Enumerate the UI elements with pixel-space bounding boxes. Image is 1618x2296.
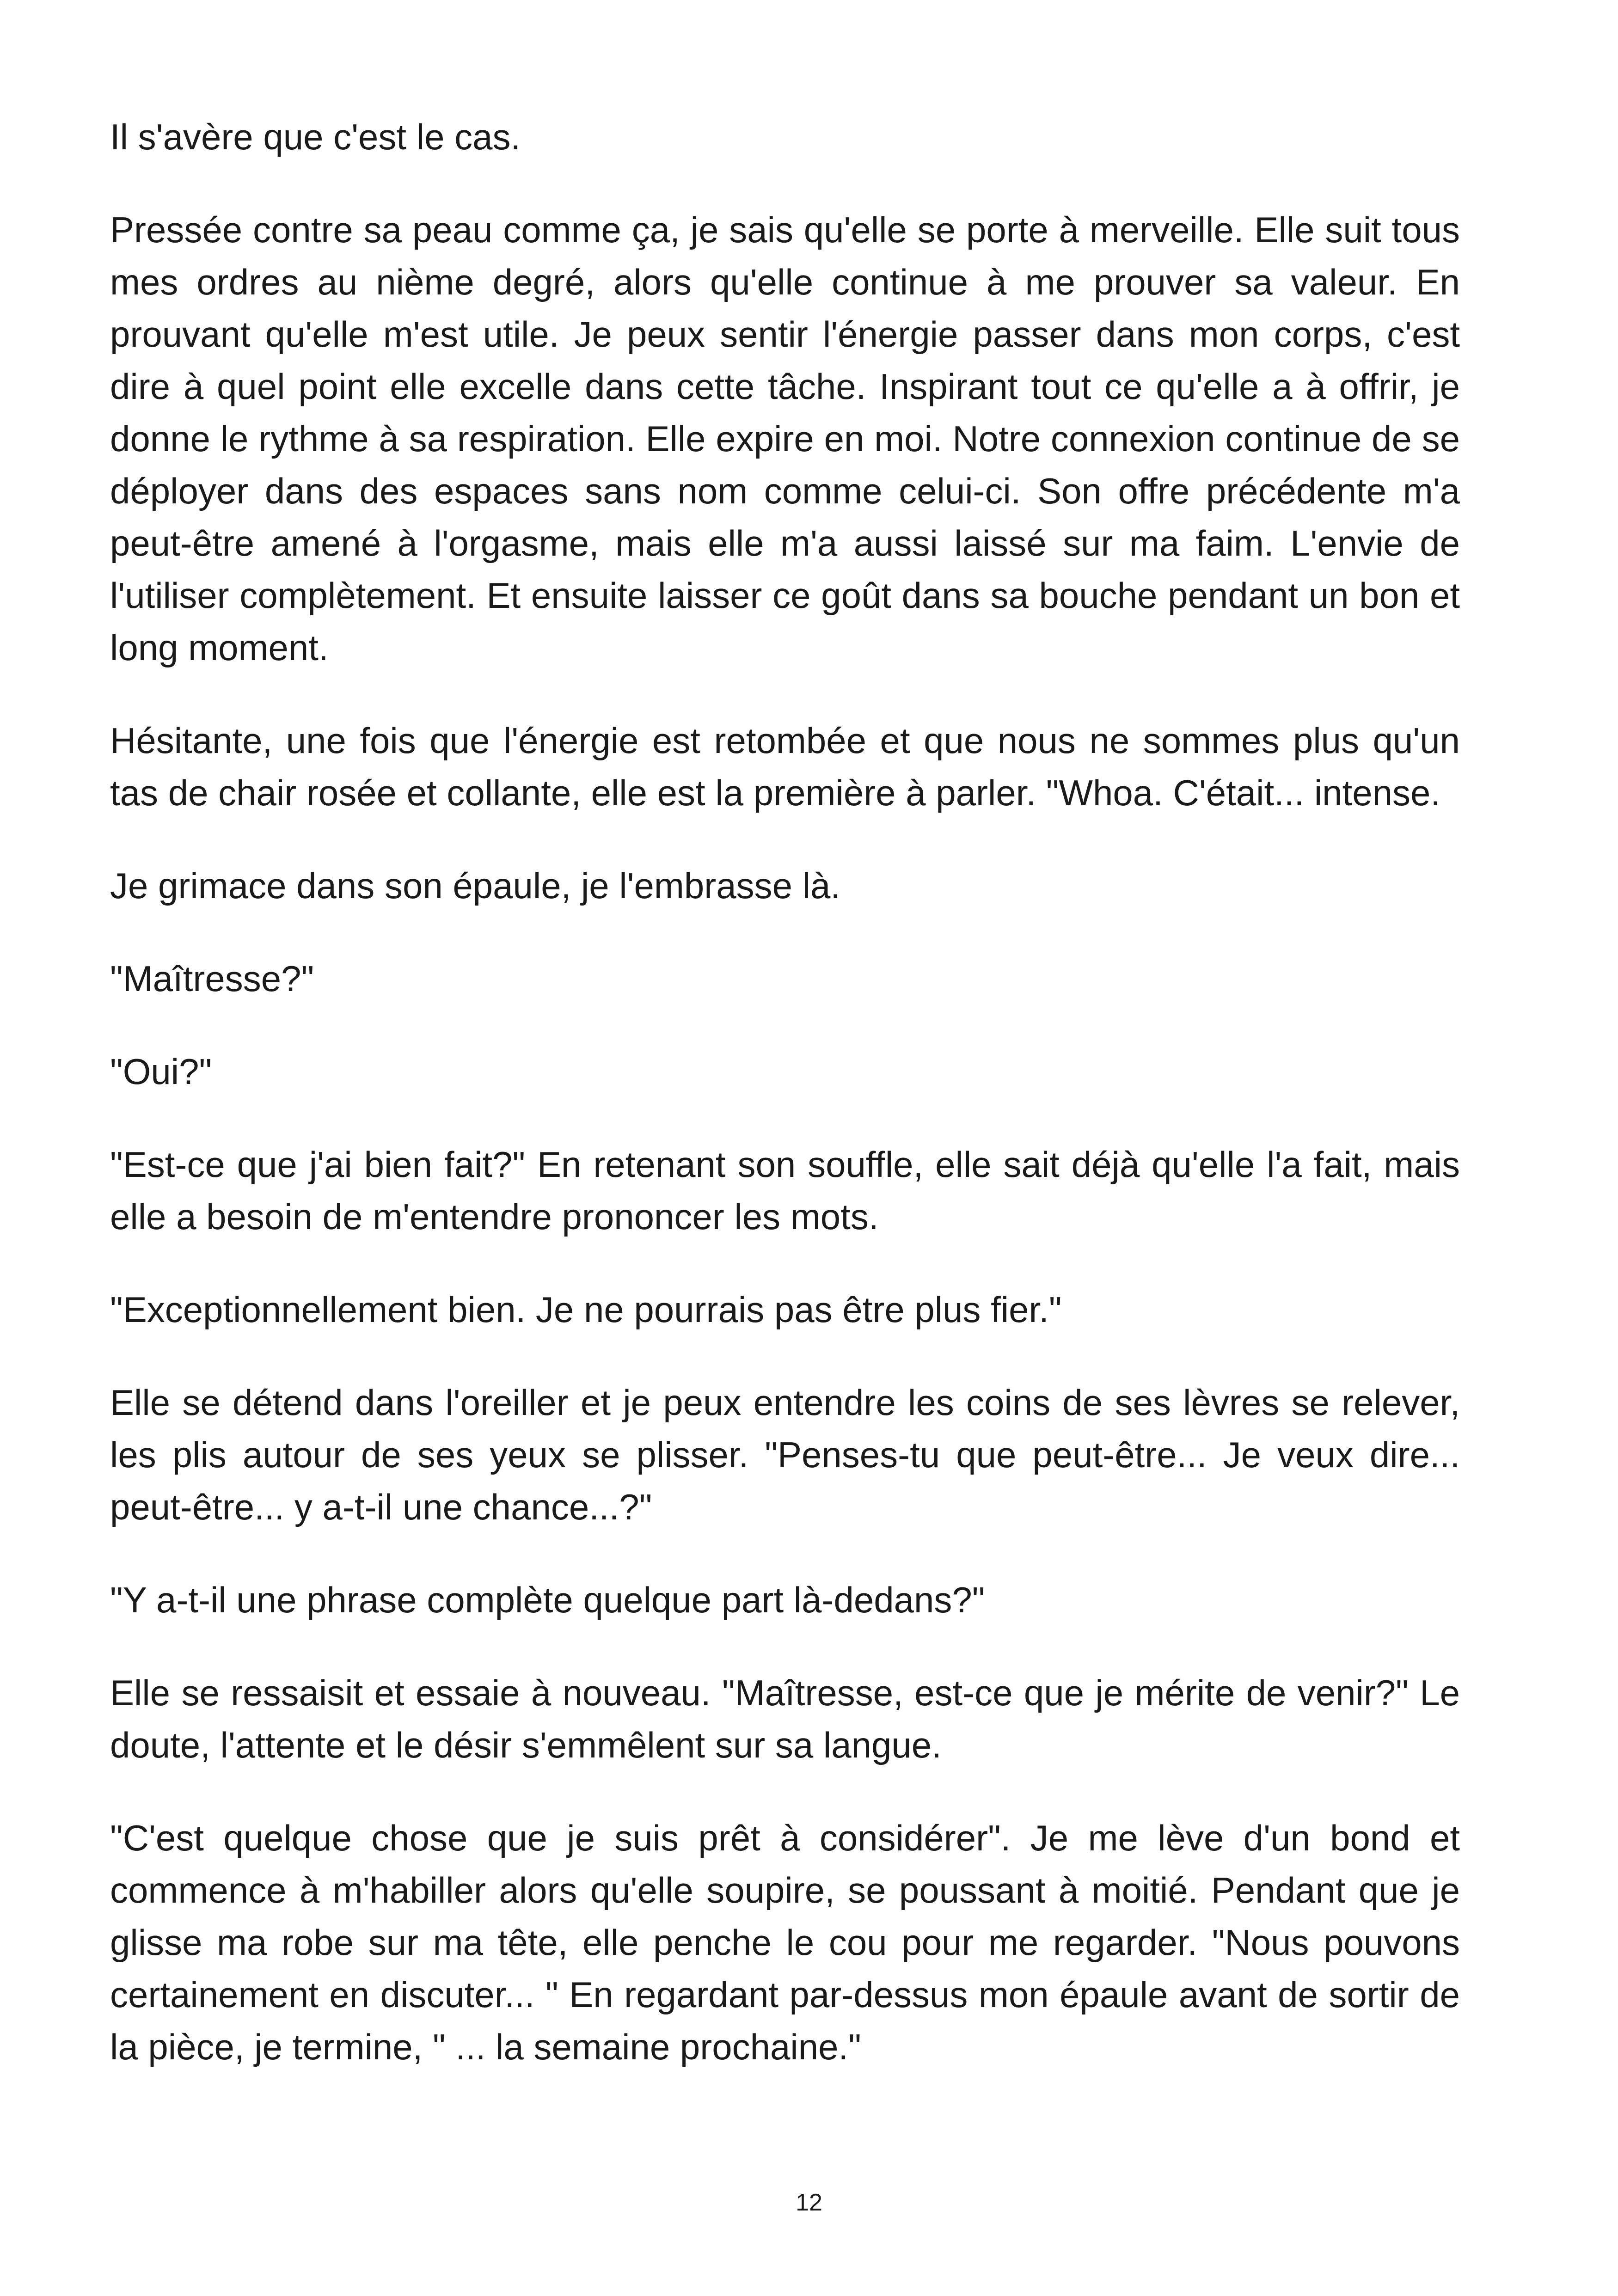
paragraph: Il s'avère que c'est le cas.: [110, 116, 521, 157]
paragraph: Elle se ressaisit et essaie à nouveau. "Maîtresse, est-ce que je mérite de venir?" Le doute, l'attente et le désir s'emmêlent sur sa langue.: [110, 1672, 1460, 1765]
paragraph: Hésitante, une fois que l'énergie est retombée et que nous ne sommes plus qu'un tas de chair rosée et collante, elle est la première à parler. "Whoa. C'était... intense.: [110, 720, 1460, 813]
paragraph: Je grimace dans son épaule, je l'embrasse là.: [110, 865, 841, 906]
page-number: 12: [796, 2189, 822, 2216]
paragraph: Elle se détend dans l'oreiller et je peux entendre les coins de ses lèvres se relever, les plis autour de ses yeux se plisser. "Penses-tu que peut-être... Je veux dire... peut-être... y a-t-il une chance...?": [110, 1382, 1460, 1527]
paragraph: "Exceptionnellement bien. Je ne pourrais pas être plus fier.": [110, 1289, 1062, 1330]
paragraph: "Maîtresse?": [110, 958, 314, 999]
text-body: [110, 111, 1460, 2114]
paragraph: Pressée contre sa peau comme ça, je sais qu'elle se porte à merveille. Elle suit tous mes ordres au nième degré, alors qu'elle continue à me prouver sa valeur. En prouvant qu'elle m'est utile. Je peux sentir l'énergie passer dans mon corps, c'est dire à quel point elle excelle dans cette tâche. Inspirant tout ce qu'elle a à offrir, je donne le rythme à sa respiration. Elle expire en moi. Notre connexion continue de se déployer dans des espaces sans nom comme celui-ci. Son offre précédente m'a peut-être amené à l'orgasme, mais elle m'a aussi laissé sur ma faim. L'envie de l'utiliser complètement. Et ensuite laisser ce goût dans sa bouche pendant un bon et long moment.: [110, 209, 1460, 668]
paragraph: "C'est quelque chose que je suis prêt à considérer". Je me lève d'un bond et commence à m'habiller alors qu'elle soupire, se poussant à moitié. Pendant que je glisse ma robe sur ma tête, elle penche le cou pour me regarder. "Nous pouvons certainement en discuter... " En regardant par-dessus mon épaule avant de sortir de la pièce, je termine, " ... la semaine prochaine.": [110, 1818, 1460, 2067]
paragraph: "Y a-t-il une phrase complète quelque part là-dedans?": [110, 1580, 985, 1620]
paragraph: "Oui?": [110, 1051, 212, 1092]
paragraph: "Est-ce que j'ai bien fait?" En retenant son souffle, elle sait déjà qu'elle l'a fait, mais elle a besoin de m'entendre prononcer les mots.: [110, 1144, 1460, 1237]
